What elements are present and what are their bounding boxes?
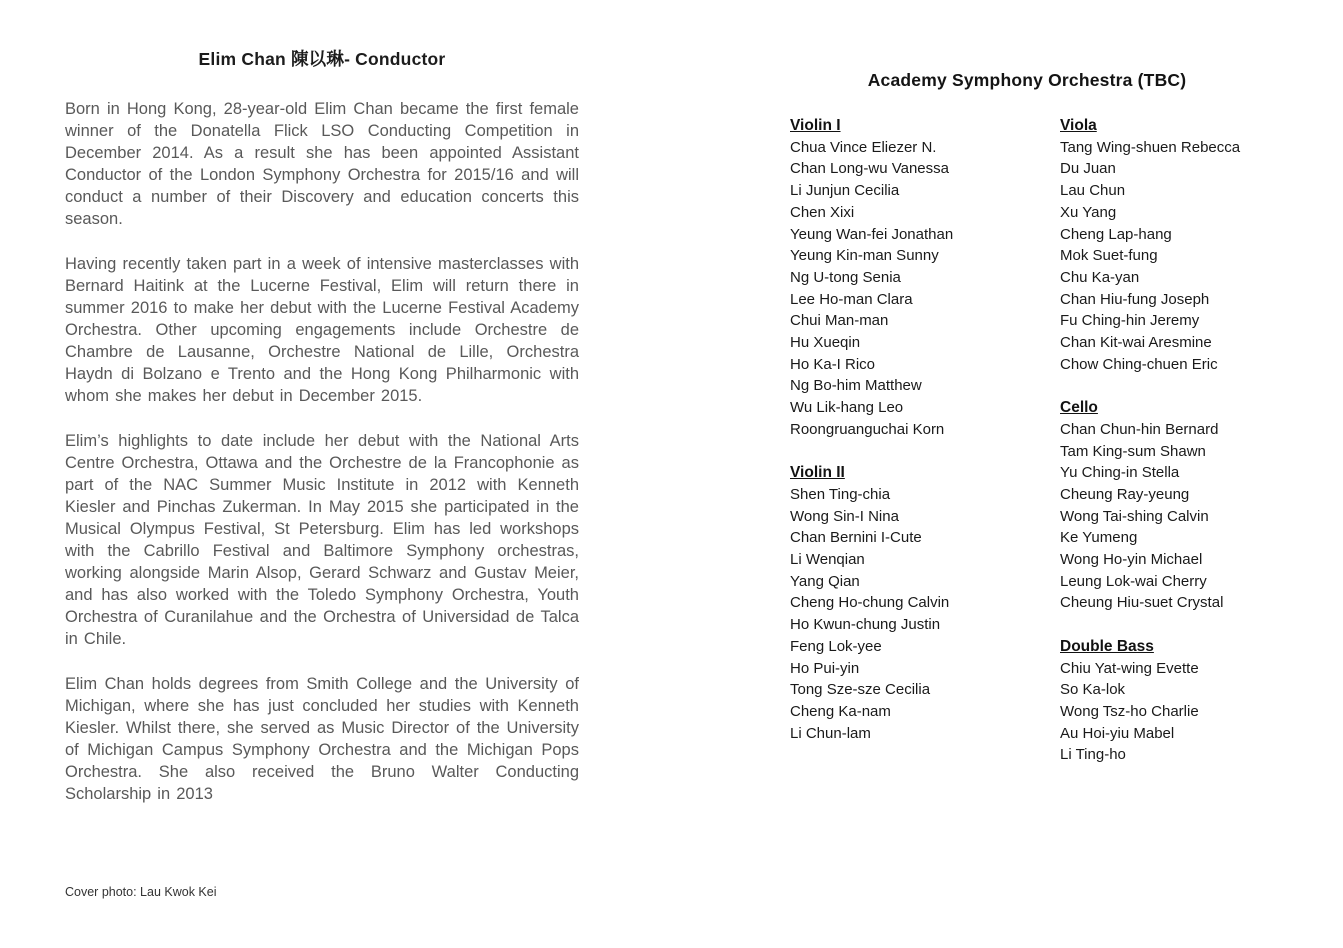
cover-photo-credit: Cover photo: Lau Kwok Kei: [65, 885, 217, 899]
conductor-title: Elim Chan 陳以琳- Conductor: [198, 49, 446, 69]
section-heading: Cello: [1060, 399, 1098, 417]
member-name: Ho Kwun-chung Justin: [790, 616, 941, 634]
orchestra-title: Academy Symphony Orchestra (TBC): [867, 70, 1187, 90]
bio-paragraph: Elim’s highlights to date include her debut with the National Arts Centre Orchestra, Ottawa and the Orchestre de la Francophonie as part of the NAC Summer Music Institute in 2012 with Kenneth Kiesler and Pinchas Zukerman. In May 2015 she participated in the Musical Olympus Festival, St Petersburg. Elim has led workshops with the Cabrillo Festival and Baltimore Symphony orchestras, working alongside Marin Alsop, Gerard Schwarz and Gustav Meier, and has also worked with the Toledo Symphony Orchestra, Youth Orchestra of Curanilahue and the Orchestra of Universidad de Talca in Chile.: [65, 432, 579, 648]
member-name: Xu Yang: [1060, 203, 1117, 221]
member-name: Feng Lok-yee: [790, 637, 882, 655]
member-name: Chua Vince Eliezer N.: [790, 138, 937, 156]
member-name: So Ka-lok: [1060, 681, 1126, 699]
member-name: Chan Chun-hin Bernard: [1060, 420, 1219, 438]
member-name: Chu Ka-yan: [1060, 268, 1140, 286]
member-name: Ho Ka-I Rico: [790, 355, 876, 373]
orchestra-column-right: [1060, 115, 1270, 788]
section-heading: Violin II: [790, 464, 845, 482]
member-name: Tang Wing-shuen Rebecca: [1060, 138, 1241, 156]
member-name: Chan Hiu-fung Joseph: [1060, 290, 1210, 308]
member-name: Chow Ching-chuen Eric: [1060, 355, 1218, 373]
orchestra-section: [1060, 636, 1270, 766]
member-name: Mok Suet-fung: [1060, 247, 1158, 265]
member-name: Du Juan: [1060, 160, 1116, 178]
bio-paragraph: Born in Hong Kong, 28-year-old Elim Chan became the first female winner of the Donatella Flick LSO Conducting Competition in December 2014. As a result she has been appointed Assistant Conductor of the London Symphony Orchestra for 2015/16 and will conduct a number of their Discovery and education concerts this season.: [65, 100, 579, 228]
member-name: Yu Ching-in Stella: [1060, 464, 1180, 482]
member-name: Hu Xueqin: [790, 334, 861, 352]
member-name: Chan Kit-wai Aresmine: [1060, 334, 1212, 352]
orchestra-section: [790, 462, 1045, 744]
member-name: Wong Ho-yin Michael: [1060, 551, 1203, 569]
member-name: Yeung Wan-fei Jonathan: [790, 225, 954, 243]
member-name: Shen Ting-chia: [790, 485, 891, 503]
member-name: Au Hoi-yiu Mabel: [1060, 724, 1175, 742]
conductor-bio-column: [65, 46, 579, 828]
member-name: Ke Yumeng: [1060, 529, 1138, 547]
member-name: Roongruanguchai Korn: [790, 420, 945, 438]
member-name: Ng Bo-him Matthew: [790, 377, 922, 395]
member-name: Leung Lok-wai Cherry: [1060, 572, 1207, 590]
member-name: Li Wenqian: [790, 551, 865, 569]
member-name: Tam King-sum Shawn: [1060, 442, 1206, 460]
orchestra-section: [1060, 115, 1270, 375]
member-name: Yang Qian: [790, 572, 860, 590]
orchestra-column-left: [790, 115, 1045, 766]
bio-paragraph: Having recently taken part in a week of intensive masterclasses with Bernard Haitink at the Lucerne Festival, Elim will return there in summer 2016 to make her debut with the Lucerne Festival Academy Orchestra. Other upcoming engagements include Orchestre de Chambre de Lausanne, Orchestre National de Lille, Orchestra Haydn di Bolzano e Trento and the Hong Kong Philharmonic with whom she makes her debut in December 2015.: [65, 255, 579, 405]
member-name: Li Ting-ho: [1060, 746, 1126, 764]
member-name: Chan Bernini I-Cute: [790, 529, 922, 547]
section-heading: Viola: [1060, 117, 1097, 134]
member-name: Chui Man-man: [790, 312, 889, 330]
member-name: Chen Xixi: [790, 203, 855, 221]
conductor-bio: [65, 98, 579, 805]
member-name: Wong Tai-shing Calvin: [1060, 507, 1209, 525]
member-name: Li Chun-lam: [790, 724, 871, 742]
member-name: Cheng Ho-chung Calvin: [790, 594, 950, 612]
member-name: Ng U-tong Senia: [790, 268, 901, 286]
orchestra-section: [790, 115, 1045, 441]
member-name: Cheng Lap-hang: [1060, 225, 1172, 243]
member-name: Wong Tsz-ho Charlie: [1060, 702, 1199, 720]
member-name: Cheung Hiu-suet Crystal: [1060, 594, 1224, 612]
orchestra-section: [1060, 397, 1270, 614]
member-name: Chan Long-wu Vanessa: [790, 160, 949, 178]
member-name: Lee Ho-man Clara: [790, 290, 913, 308]
member-name: Chiu Yat-wing Evette: [1060, 659, 1199, 677]
member-name: Yeung Kin-man Sunny: [790, 247, 939, 265]
member-name: Cheng Ka-nam: [790, 702, 891, 720]
member-name: Li Junjun Cecilia: [790, 182, 900, 200]
section-heading: Double Bass: [1060, 637, 1154, 655]
member-name: Wu Lik-hang Leo: [790, 399, 904, 417]
section-heading: Violin I: [790, 117, 841, 134]
member-name: Fu Ching-hin Jeremy: [1060, 312, 1200, 330]
member-name: Cheung Ray-yeung: [1060, 485, 1190, 503]
member-name: Ho Pui-yin: [790, 659, 860, 677]
member-name: Lau Chun: [1060, 182, 1126, 200]
member-name: Tong Sze-sze Cecilia: [790, 681, 931, 699]
bio-paragraph: Elim Chan holds degrees from Smith College and the University of Michigan, where she has just concluded her studies with Kenneth Kiesler. Whilst there, she served as Music Director of the University of Michigan Campus Symphony Orchestra and the Michigan Pops Orchestra. She also received the Bruno Walter Conducting Scholarship in 2013: [65, 675, 579, 803]
member-name: Wong Sin-I Nina: [790, 507, 899, 525]
